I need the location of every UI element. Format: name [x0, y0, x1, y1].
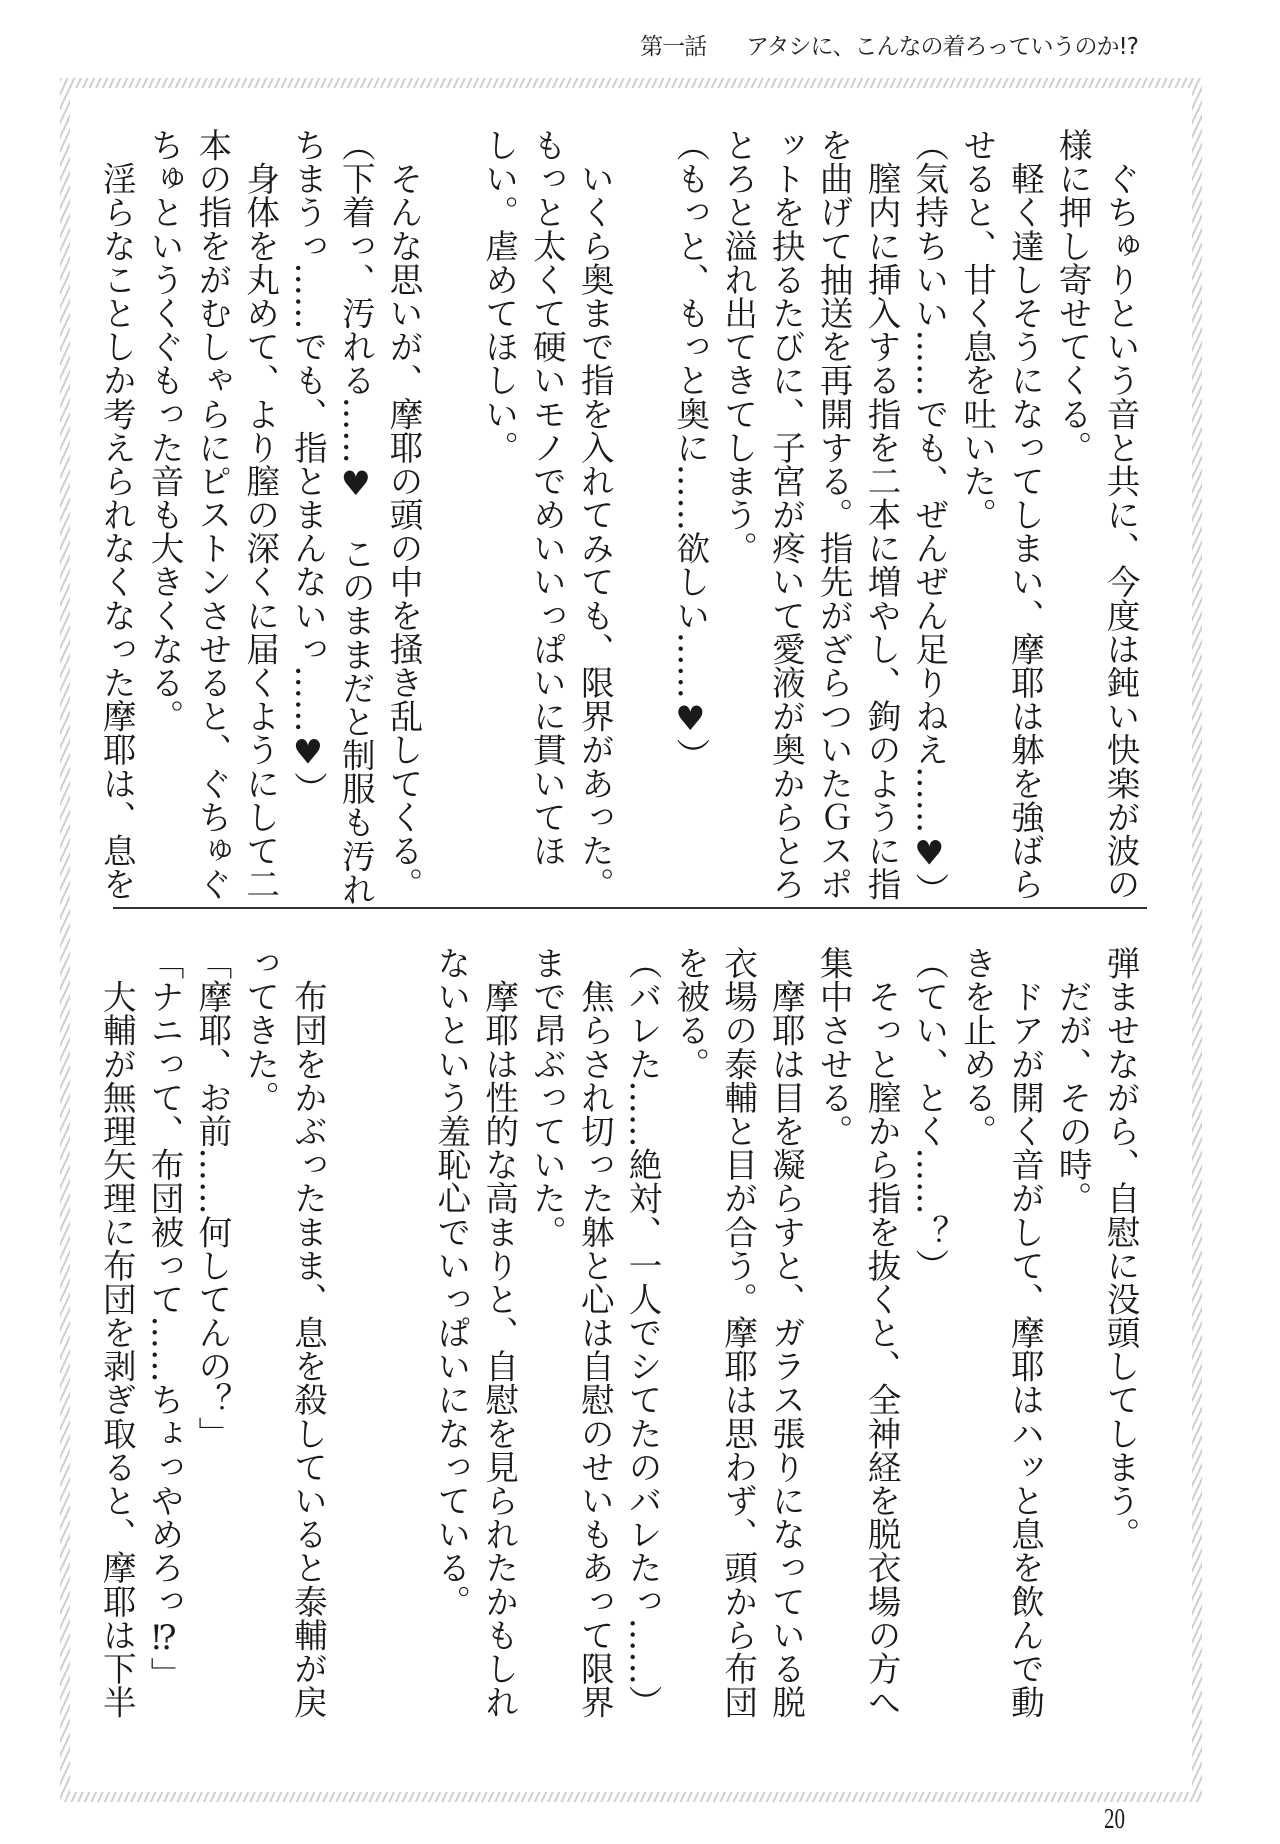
text-column: 本の指をがむしゃらにピストンさせると、ぐちゅぐ: [192, 128, 232, 901]
text-column: きを止める。: [957, 946, 997, 1148]
text-column: 「摩耶、お前……何してんの？」: [192, 946, 232, 1450]
text-column: もっと太くて硬いモノでめいいっぱいに貫いてほ: [527, 128, 567, 867]
text-column: ちまうっ……でも、指とまんないっ……♥）: [288, 128, 328, 806]
blank-text-column: [618, 128, 666, 873]
text-column: とろと溢れ出てきてしまう。: [718, 128, 758, 565]
text-column: ぐちゅりという音と共に、今度は鈍い快楽が波の: [1101, 128, 1140, 901]
vertical-text-block-bottom: [92, 946, 1144, 1719]
text-column: まで昂ぶっていた。: [527, 946, 567, 1249]
text-column: 摩耶は目を凝らすと、ガラス張りになっている脱: [766, 946, 806, 1719]
text-column: だが、その時。: [1053, 946, 1093, 1215]
text-column: （気持ちいい……でも、ぜんぜん足りねえ……♥）: [909, 128, 949, 906]
text-column: 「ナニって、布団被って……ちょっやめろっ⁉」: [145, 946, 185, 1691]
text-column: 様に押し寄せてくる。: [1053, 128, 1093, 464]
text-column: そんな思いが、摩耶の頭の中を掻き乱してくる。: [384, 128, 424, 901]
chapter-title: アタシに、こんなの着ろっていうのか!?: [746, 34, 1138, 60]
text-column: ちゅというくぐもった音も大きくなる。: [145, 128, 185, 733]
text-column: （てい、とく……？）: [909, 946, 949, 1282]
text-column: 布団をかぶったまま、息を殺していると泰輔が戻: [288, 946, 328, 1719]
text-column: 焦らされ切った躰と心は自慰のせいもあって限界: [575, 946, 615, 1719]
text-column: を曲げて抽送を再開する。指先がざらついたＧスポ: [814, 128, 854, 901]
text-column: 衣場の泰輔と目が合う。摩耶は思わず、頭から布団: [718, 946, 758, 1719]
text-column: ットを抉るたびに、子宮が疼いて愛液が奥からとろ: [766, 128, 806, 901]
text-column: 淫らなことしか考えられなくなった摩耶は、息を: [97, 128, 137, 901]
page-number: 20: [1104, 1804, 1125, 1835]
text-column: 大輔が無理矢理に布団を剥ぎ取ると、摩耶は下半: [97, 946, 137, 1719]
text-column: しい。虐めてほしい。: [479, 128, 519, 464]
text-column: （下着っ、汚れる……♥ このままだと制服も汚れ: [336, 128, 376, 906]
text-column: いくら奥まで指を入れてみても、限界があった。: [575, 128, 615, 901]
chapter-label: 第一話: [640, 34, 707, 60]
running-header: [640, 28, 1138, 61]
text-column: 摩耶は性的な高まりと、自慰を見られたかもしれ: [479, 946, 519, 1719]
text-column: ってきた。: [240, 946, 280, 1114]
text-column: 弾ませながら、自慰に没頭してしまう。: [1101, 946, 1140, 1551]
text-column: 膣内に挿入する指を二本に増やし、鉤のように指: [862, 128, 902, 901]
blank-text-column: [427, 128, 475, 873]
vertical-text-block-top: [92, 128, 1144, 906]
blank-text-column: [331, 946, 379, 1691]
text-column: 軽く達しそうになってしまい、摩耶は躰を強ばら: [1005, 128, 1045, 901]
text-column: （バレた……絶対、一人でシてたのバレたっ……）: [623, 946, 663, 1719]
text-column: （もっと、もっと奥に……欲しい……♥）: [670, 128, 710, 772]
text-column: 集中させる。: [814, 946, 854, 1148]
text-column: を被る。: [670, 946, 710, 1081]
text-column: 身体を丸めて、より膣の深くに届くようにして二: [240, 128, 280, 901]
blank-text-column: [379, 946, 427, 1691]
text-column: ないという羞恥心でいっぱいになっている。: [431, 946, 471, 1618]
text-column: そっと膣から指を抜くと、全神経を脱衣場の方へ: [862, 946, 902, 1719]
text-column: せると、甘く息を吐いた。: [957, 128, 997, 532]
section-divider: [113, 907, 1147, 909]
text-column: ドアが開く音がして、摩耶はハッと息を飲んで動: [1005, 946, 1045, 1719]
